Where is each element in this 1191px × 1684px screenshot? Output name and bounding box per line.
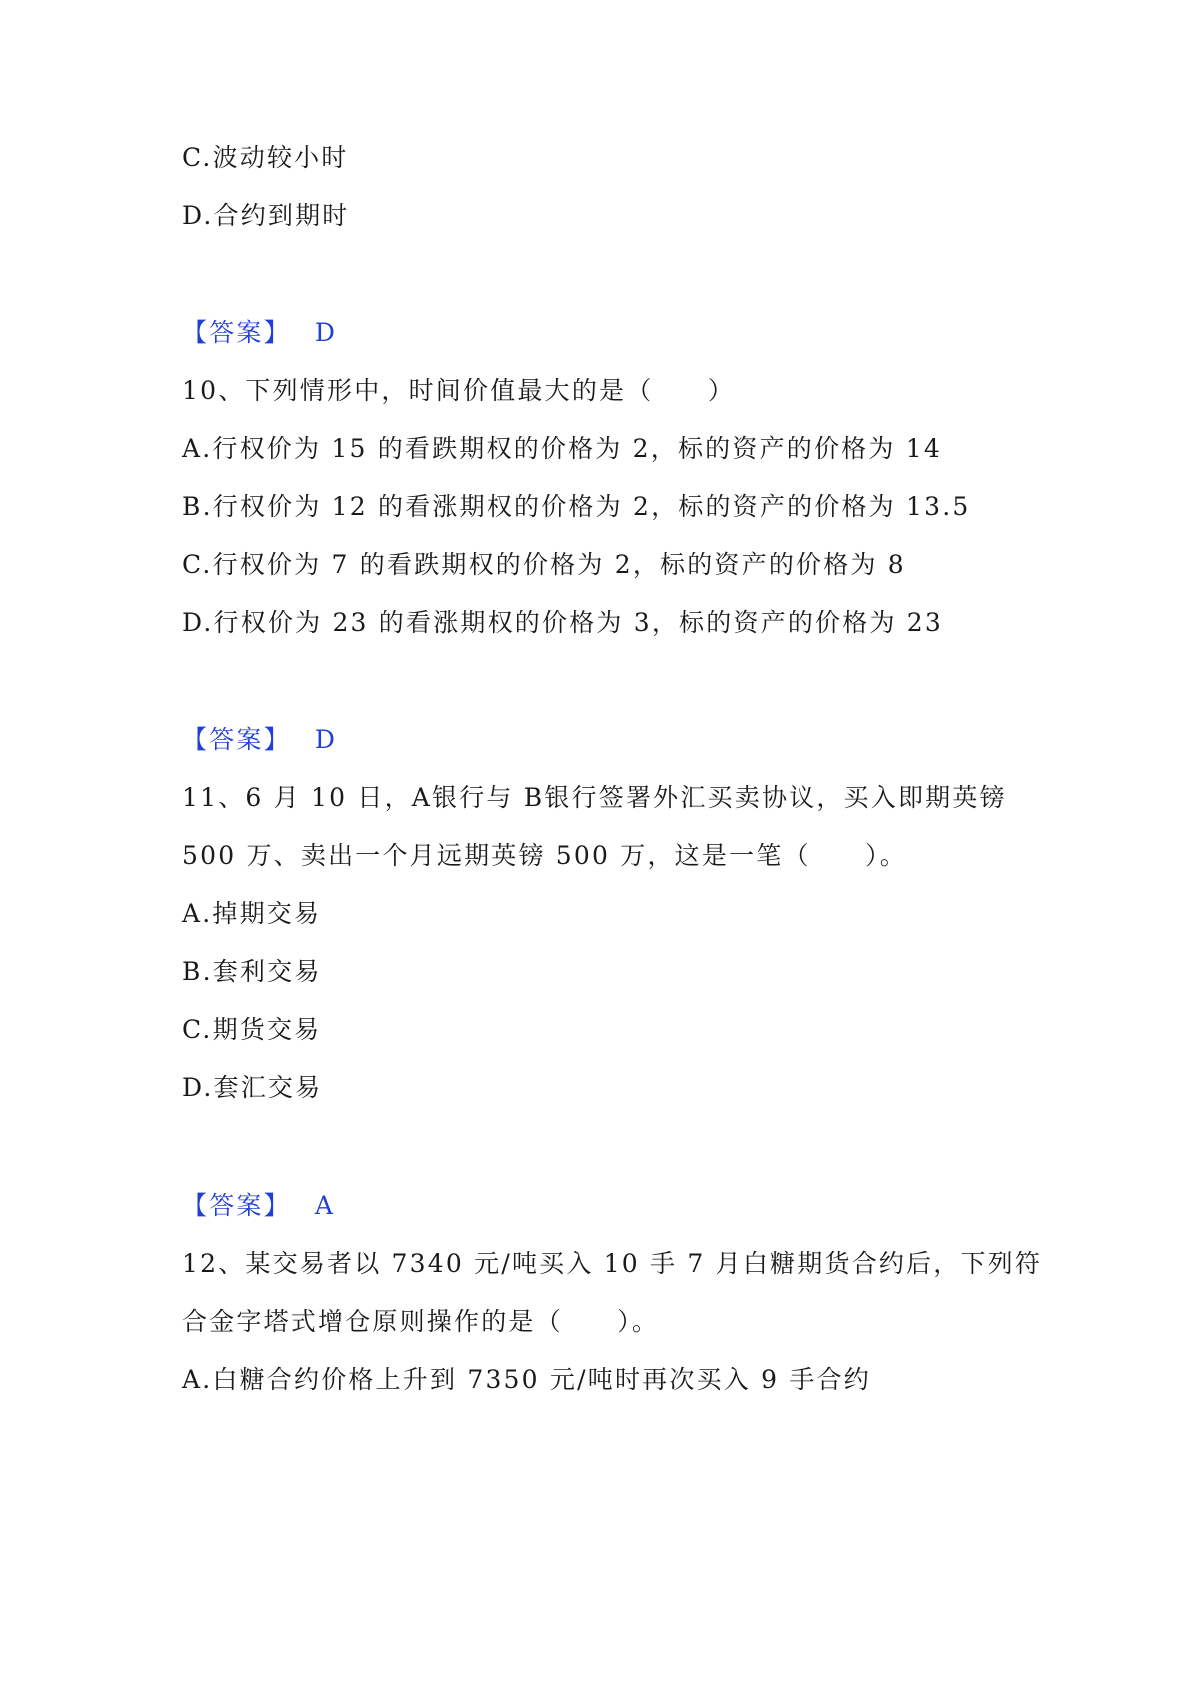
answer-label: 【答案】 <box>182 725 291 754</box>
q11-question-line1: 11、6 月 10 日，A银行与 B银行签署外汇买卖协议，买入即期英镑 <box>182 783 1007 812</box>
q9-option-c: C.波动较小时 <box>182 143 349 172</box>
q9-answer <box>182 316 337 350</box>
q10-answer <box>182 723 337 757</box>
q10-option-c: C.行权价为 7 的看跌期权的价格为 2，标的资产的价格为 8 <box>182 550 906 579</box>
answer-value: A <box>314 1191 336 1220</box>
q11-answer <box>182 1189 335 1223</box>
q12-question-line2: 合金字塔式增仓原则操作的是（ ）。 <box>182 1307 660 1336</box>
q11-option-c: C.期货交易 <box>182 1015 322 1044</box>
answer-value: D <box>314 318 338 347</box>
q11-question-line2: 500 万、卖出一个月远期英镑 500 万，这是一笔（ ）。 <box>182 841 907 870</box>
answer-label: 【答案】 <box>182 318 291 347</box>
q10-question: 10、下列情形中，时间价值最大的是（ ） <box>182 376 736 405</box>
q11-option-b: B.套利交易 <box>182 957 322 986</box>
q11-option-d: D.套汇交易 <box>182 1073 323 1102</box>
q10-option-a: A.行权价为 15 的看跌期权的价格为 2，标的资产的价格为 14 <box>182 434 942 463</box>
q12-option-a: A.白糖合约价格上升到 7350 元/吨时再次买入 9 手合约 <box>182 1365 871 1394</box>
q10-option-b: B.行权价为 12 的看涨期权的价格为 2，标的资产的价格为 13.5 <box>182 492 971 521</box>
q9-option-d: D.合约到期时 <box>182 201 350 230</box>
q11-option-a: A.掉期交易 <box>182 899 322 928</box>
q12-question-line1: 12、某交易者以 7340 元/吨买入 10 手 7 月白糖期货合约后，下列符 <box>182 1249 1043 1278</box>
answer-label: 【答案】 <box>182 1191 291 1220</box>
answer-value: D <box>314 725 338 754</box>
q10-option-d: D.行权价为 23 的看涨期权的价格为 3，标的资产的价格为 23 <box>182 608 944 637</box>
